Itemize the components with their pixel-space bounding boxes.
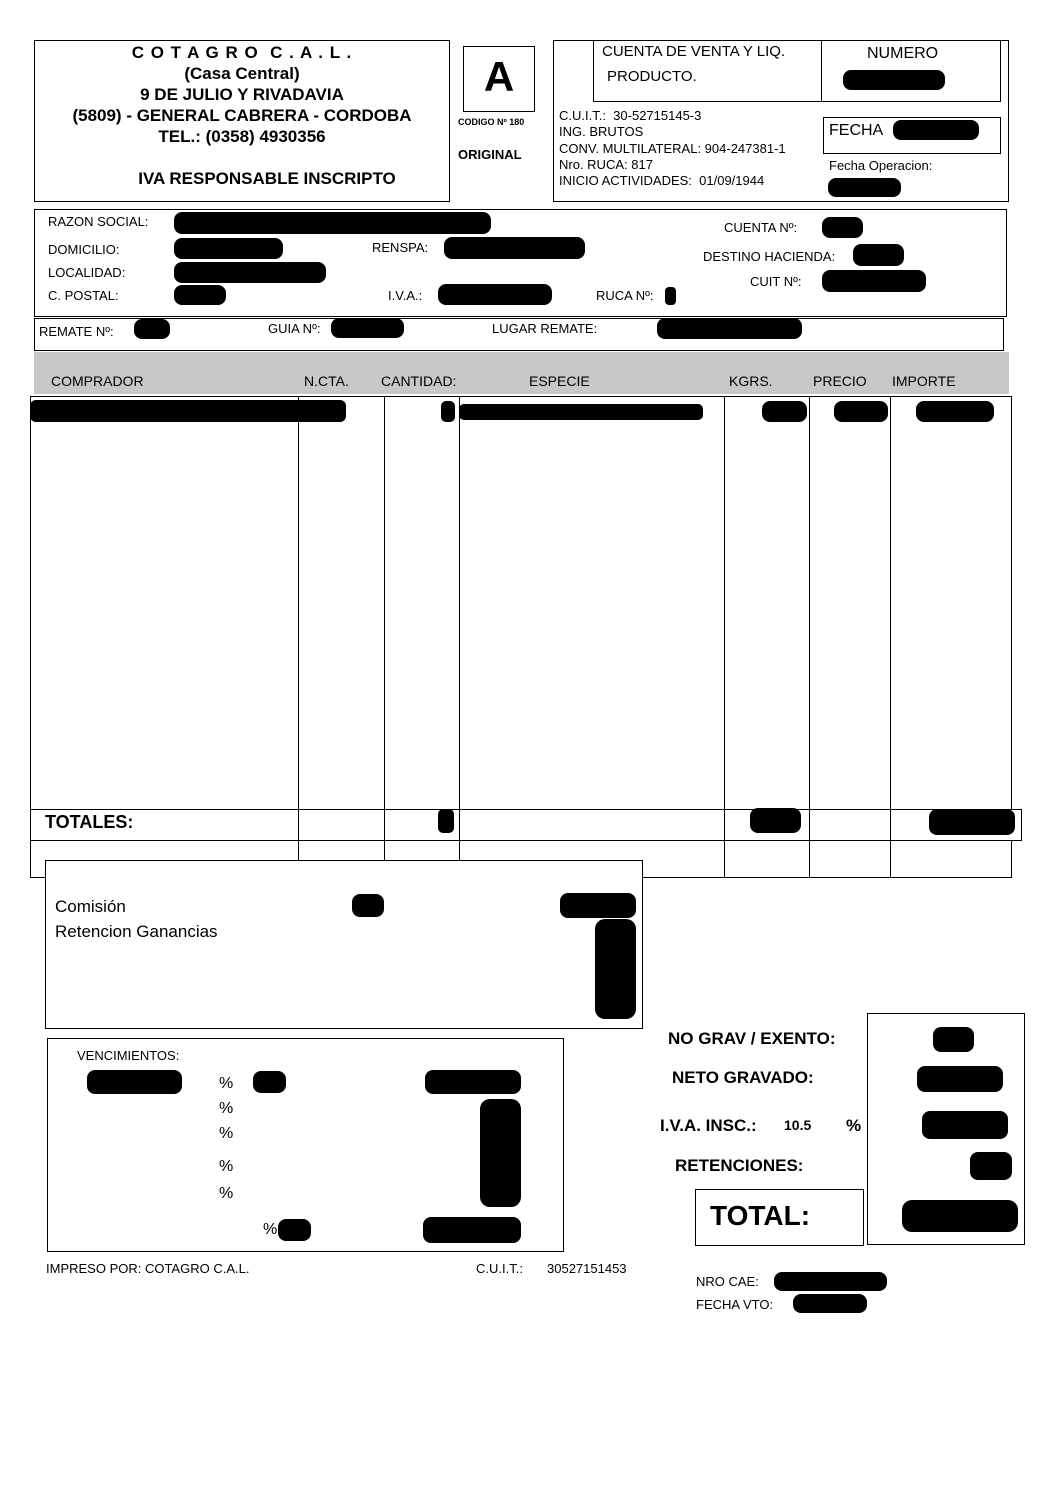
col-divider [809, 396, 810, 878]
vencimiento-pct: % [219, 1075, 234, 1092]
vencimientos-label: VENCIMIENTOS: [77, 1048, 180, 1063]
vencimiento-pct: % [263, 1221, 278, 1238]
impreso-por: IMPRESO POR: COTAGRO C.A.L. [46, 1261, 250, 1276]
footer-cuit-value: 30527151453 [547, 1261, 627, 1276]
redacted-remate [134, 319, 170, 339]
redacted-vencimiento-amounts [480, 1099, 521, 1207]
totales-label: TOTALES: [45, 812, 134, 832]
col-divider [298, 809, 299, 841]
retenciones-label: RETENCIONES: [675, 1156, 804, 1175]
iva-label: I.V.A.: [388, 288, 423, 303]
comision-label: Comisión [55, 897, 126, 916]
redacted-cuit [822, 270, 926, 292]
document-title-line1: CUENTA DE VENTA Y LIQ. [602, 43, 786, 60]
vencimiento-pct: % [219, 1185, 234, 1202]
company-branch: (Casa Central) [184, 64, 300, 83]
redacted-destino [853, 244, 904, 266]
col-divider [459, 809, 460, 841]
redacted-comision-amount [560, 893, 636, 918]
iva-insc-label: I.V.A. INSC.: [660, 1116, 757, 1135]
col-divider [724, 396, 725, 878]
company-tax-status: IVA RESPONSABLE INSCRIPTO [138, 169, 396, 188]
col-divider [298, 396, 299, 878]
total-label: TOTAL: [710, 1200, 811, 1231]
invoice-copy: ORIGINAL [458, 147, 522, 162]
redacted-ruca [665, 287, 676, 305]
razon-social-label: RAZON SOCIAL: [48, 214, 149, 229]
localidad-label: LOCALIDAD: [48, 265, 126, 280]
iva-rate: 10.5 [784, 1117, 812, 1133]
col-divider [384, 396, 385, 878]
fecha-operacion-label: Fecha Operacion: [829, 158, 933, 173]
document-title-line2: PRODUCTO. [607, 68, 697, 85]
redacted-numero [843, 70, 945, 90]
doc-ing-brutos: ING. BRUTOS [559, 124, 644, 139]
redacted-total [902, 1200, 1018, 1232]
col-header-cantidad: CANTIDAD: [381, 373, 457, 389]
redacted-fecha-vto [793, 1294, 867, 1313]
col-header-ncta: N.CTA. [304, 373, 349, 389]
domicilio-label: DOMICILIO: [48, 242, 120, 257]
redacted-neto-gravado [917, 1066, 1003, 1092]
redacted-vencimiento-date [87, 1070, 182, 1094]
doc-ruca: Nro. RUCA: 817 [559, 157, 653, 172]
guia-label: GUIA Nº: [268, 321, 321, 336]
deductions-box [45, 860, 643, 1029]
fecha-label: FECHA [829, 122, 884, 139]
redacted-guia [331, 318, 404, 338]
redacted-final-pct [278, 1219, 311, 1241]
redacted-retencion-amount [595, 919, 636, 1019]
company-phone: TEL.: (0358) 4930356 [158, 127, 326, 146]
lugar-remate-label: LUGAR REMATE: [492, 321, 598, 336]
renspa-label: RENSPA: [372, 240, 429, 255]
vencimiento-pct: % [219, 1100, 234, 1117]
vencimiento-pct: % [219, 1125, 234, 1142]
table-body [30, 396, 1012, 878]
redacted-precio [834, 401, 888, 422]
redacted-localidad [174, 262, 326, 283]
no-grav-label: NO GRAV / EXENTO: [668, 1029, 836, 1048]
redacted-comision-rate [352, 894, 384, 917]
col-divider [384, 809, 385, 841]
redacted-domicilio [174, 238, 283, 259]
totales-row [30, 809, 1022, 841]
redacted-total-cantidad [438, 809, 454, 833]
redacted-lugar-remate [657, 318, 802, 339]
title-divider [821, 40, 822, 102]
col-divider [459, 396, 460, 878]
redacted-cpostal [174, 285, 226, 305]
ruca-label: RUCA Nº: [596, 288, 654, 303]
redacted-importe [916, 401, 994, 422]
cuit-label: CUIT Nº: [750, 274, 802, 289]
redacted-vencimiento-pct [253, 1071, 286, 1093]
redacted-cantidad [441, 401, 455, 422]
doc-cuit: C.U.I.T.: 30-52715145-3 [559, 108, 702, 123]
redacted-renspa [444, 237, 585, 259]
col-header-precio: PRECIO [813, 373, 867, 389]
redacted-total-importe [929, 809, 1015, 835]
cuenta-label: CUENTA Nº: [724, 220, 798, 235]
iva-pct: % [846, 1116, 862, 1135]
redacted-vencimiento-amount [425, 1070, 521, 1094]
nro-cae-label: NRO CAE: [696, 1274, 759, 1289]
cpostal-label: C. POSTAL: [48, 288, 119, 303]
redacted-total-kgrs [750, 808, 801, 833]
redacted-no-grav [933, 1027, 974, 1052]
neto-gravado-label: NETO GRAVADO: [672, 1068, 814, 1087]
redacted-iva-amount [922, 1111, 1008, 1139]
redacted-razon-social [174, 212, 491, 234]
invoice-letter: A [483, 53, 515, 100]
destino-label: DESTINO HACIENDA: [703, 249, 836, 264]
col-header-importe: IMPORTE [892, 373, 956, 389]
col-divider [724, 809, 725, 841]
redacted-kgrs [762, 401, 807, 422]
redacted-cuenta [822, 217, 863, 238]
col-divider [809, 809, 810, 841]
retencion-label: Retencion Ganancias [55, 922, 218, 941]
redacted-fecha-operacion [828, 178, 901, 197]
redacted-fecha [893, 120, 979, 140]
col-header-comprador: COMPRADOR [51, 373, 144, 389]
footer-cuit-label: C.U.I.T.: [476, 1261, 523, 1276]
numero-label: NUMERO [867, 45, 939, 62]
vencimiento-pct: % [219, 1158, 234, 1175]
redacted-comprador [30, 400, 346, 422]
company-name: C O T A G R O C . A . L . [131, 43, 353, 62]
col-divider [890, 396, 891, 878]
col-header-especie: ESPECIE [529, 373, 590, 389]
col-header-kgrs: KGRS. [729, 373, 773, 389]
redacted-nro-cae [774, 1272, 887, 1291]
redacted-especie [459, 404, 703, 420]
fecha-vto-label: FECHA VTO: [696, 1297, 774, 1312]
redacted-final-amount [423, 1217, 521, 1243]
company-city: (5809) - GENERAL CABRERA - CORDOBA [72, 106, 412, 125]
redacted-retenciones [970, 1152, 1012, 1180]
invoice-code: CODIGO Nº 180 [458, 117, 525, 127]
col-divider [890, 809, 891, 841]
redacted-iva [438, 284, 552, 305]
remate-label: REMATE Nº: [39, 324, 114, 339]
company-address: 9 DE JULIO Y RIVADAVIA [140, 85, 344, 104]
doc-conv: CONV. MULTILATERAL: 904-247381-1 [559, 141, 786, 156]
doc-inicio: INICIO ACTIVIDADES: 01/09/1944 [559, 173, 765, 188]
